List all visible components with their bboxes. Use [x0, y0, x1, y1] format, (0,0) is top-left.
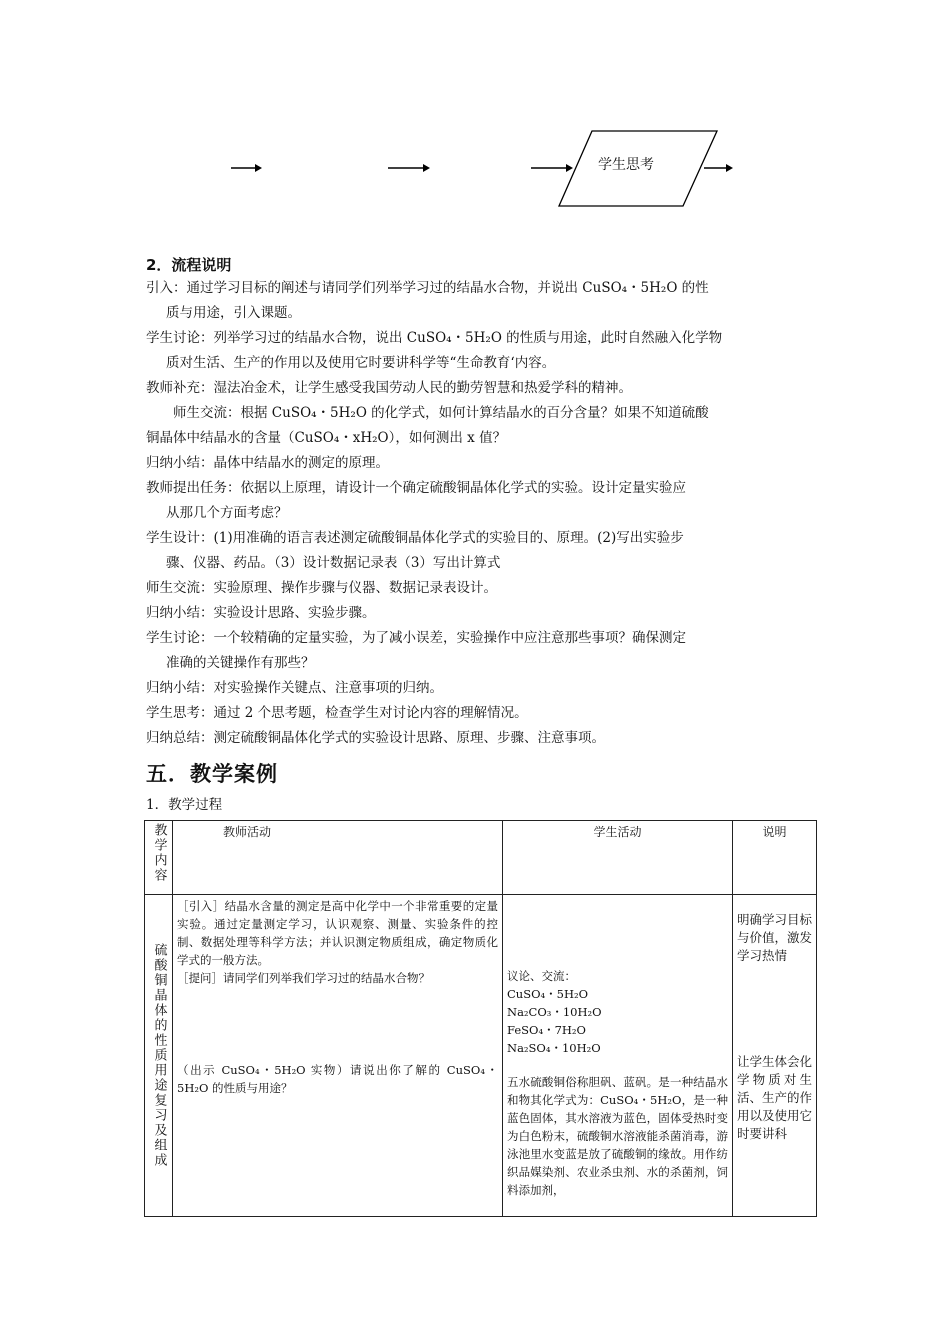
spacer: [507, 1057, 728, 1073]
para-line: 质对生活、生产的作用以及使用它时要讲科学等“生命教育‘内容。: [166, 355, 556, 371]
para-summary-3: [146, 676, 812, 701]
student-formula: Na₂SO₄・10H₂O: [507, 1041, 601, 1055]
para-line: 学生思考：通过 2 个思考题，检查学生对讨论内容的理解情况。: [146, 705, 528, 721]
para-line: 教师补充：湿法冶金术，让学生感受我国劳动人民的勤劳智慧和热爱学科的精神。: [146, 380, 632, 396]
para-line: 归纳小结：对实验操作关键点、注意事项的归纳。: [146, 680, 443, 696]
table-header-row: [145, 821, 817, 895]
para-teacher-task: [146, 476, 812, 526]
note-goal: 明确学习目标与价值，激发学习热情: [737, 912, 813, 963]
header-teacher: 教师活动: [173, 821, 503, 895]
para-summary-2: [146, 601, 812, 626]
para-student-discuss-2: [146, 626, 812, 676]
para-student-design: [146, 526, 812, 576]
para-line: 师生交流：根据 CuSO₄・5H₂O 的化学式，如何计算结晶水的百分含量？如果不知道硫酸: [146, 405, 709, 421]
para-line: 归纳小结：晶体中结晶水的测定的原理。: [146, 455, 389, 471]
student-answer: 五水硫酸铜俗称胆矾、蓝矾。是一种结晶水和物其化学式为：CuSO₄・5H₂O，是一种蓝色固体，其水溶液为蓝色，固体受热时变为白色粉末，硫酸铜水溶液能杀菌消毒，游泳池里水变蓝是放了硫酸铜的缘故。用作纺织品媒染剂、农业杀虫剂、水的杀菌剂，饲料添加剂，: [507, 1075, 728, 1197]
para-exchange-1: [146, 401, 812, 451]
section-5-title: 五．教学案例: [146, 762, 278, 786]
para-line: 质与用途，引入课题。: [166, 305, 301, 321]
student-discuss: 议论、交流：: [507, 969, 576, 983]
para-final-summary: [146, 726, 812, 751]
para-line: 学生讨论：一个较精确的定量实验，为了减小误差，实验操作中应注意那些事项？确保测定: [146, 630, 686, 646]
header-student: 学生活动: [503, 821, 733, 895]
cell-note: [733, 895, 817, 1217]
teaching-process-table: [144, 820, 817, 1217]
para-summary-1: [146, 451, 812, 476]
para-line: 从那几个方面考虑？: [166, 505, 288, 521]
student-formula: CuSO₄・5H₂O: [507, 987, 589, 1001]
para-student-think: [146, 701, 812, 726]
flowchart: [0, 0, 950, 240]
para-line: 教师提出任务：依据以上原理，请设计一个确定硫酸铜晶体化学式的实验。设计定量实验应: [146, 480, 686, 496]
para-exchange-2: [146, 576, 812, 601]
para-line: 学生讨论：列举学习过的结晶水合物，说出 CuSO₄・5H₂O 的性质与用途，此时自然融入化学物: [146, 330, 723, 346]
student-formula: Na₂CO₃・10H₂O: [507, 1005, 602, 1019]
flow-arrow-1: [231, 164, 262, 172]
table-row: [145, 895, 817, 1217]
flow-arrow-3: [531, 164, 573, 172]
section-2-title: 2．流程说明: [146, 256, 232, 274]
para-line: 铜晶体中结晶水的含量（CuSO₄・xH₂O），如何测出 x 值？: [146, 430, 507, 446]
para-line: 骤、仪器、药品。（3）设计数据记录表（3）写出计算式: [166, 555, 501, 571]
para-line: 学生设计：(1)用准确的语言表述测定硫酸铜晶体化学式的实验目的、原理。(2)写出实验步: [146, 530, 684, 546]
teacher-intro: ［引入］结晶水含量的测定是高中化学中一个非常重要的定量实验。通过定量测定学习，认识观察、测量、实验条件的控制、数据处理等科学方法；并认识测定物质组成，确定物质化学式的一般方法。: [177, 899, 498, 967]
cell-content: [145, 895, 173, 1217]
spacer: [737, 965, 812, 1053]
cell-content-text: 硫酸铜晶体的性质用途复习及组成: [151, 943, 167, 1168]
para-line: 归纳总结：测定硫酸铜晶体化学式的实验设计思路、原理、步骤、注意事项。: [146, 730, 605, 746]
flowchart-svg: [0, 0, 950, 240]
teacher-show: （出示 CuSO₄・5H₂O 实物）请说出你了解的 CuSO₄・5H₂O 的性质与用途？: [177, 1063, 498, 1095]
para-teacher-supplement: [146, 376, 812, 401]
cell-teacher: [173, 895, 503, 1217]
flow-arrow-2: [388, 164, 430, 172]
para-line: 师生交流：实验原理、操作步骤与仪器、数据记录表设计。: [146, 580, 497, 596]
para-line: 引入：通过学习目标的阐述与请同学们列举学习过的结晶水合物，并说出 CuSO₄・5H₂O 的性: [146, 280, 709, 296]
para-student-discuss-1: [146, 326, 812, 376]
flow-box-label: 学生思考: [598, 157, 654, 173]
student-formula: FeSO₄・7H₂O: [507, 1023, 586, 1037]
teacher-question: ［提问］请同学们列举我们学习过的结晶水合物？: [177, 971, 430, 985]
spacer: [177, 987, 498, 1061]
header-content-text: 教学内容: [151, 823, 167, 883]
para-intro: [146, 276, 812, 326]
flow-arrow-4: [704, 164, 733, 172]
header-note: 说明: [733, 821, 817, 895]
para-line: 准确的关键操作有那些？: [166, 655, 315, 671]
cell-student: [503, 895, 733, 1217]
para-line: 归纳小结：实验设计思路、实验步骤。: [146, 605, 376, 621]
header-content: [145, 821, 173, 895]
section-5-subtitle: 1．教学过程: [146, 797, 223, 813]
note-life: 让学生体会化学物质对生活、生产的作用以及使用它时要讲科: [737, 1054, 813, 1141]
